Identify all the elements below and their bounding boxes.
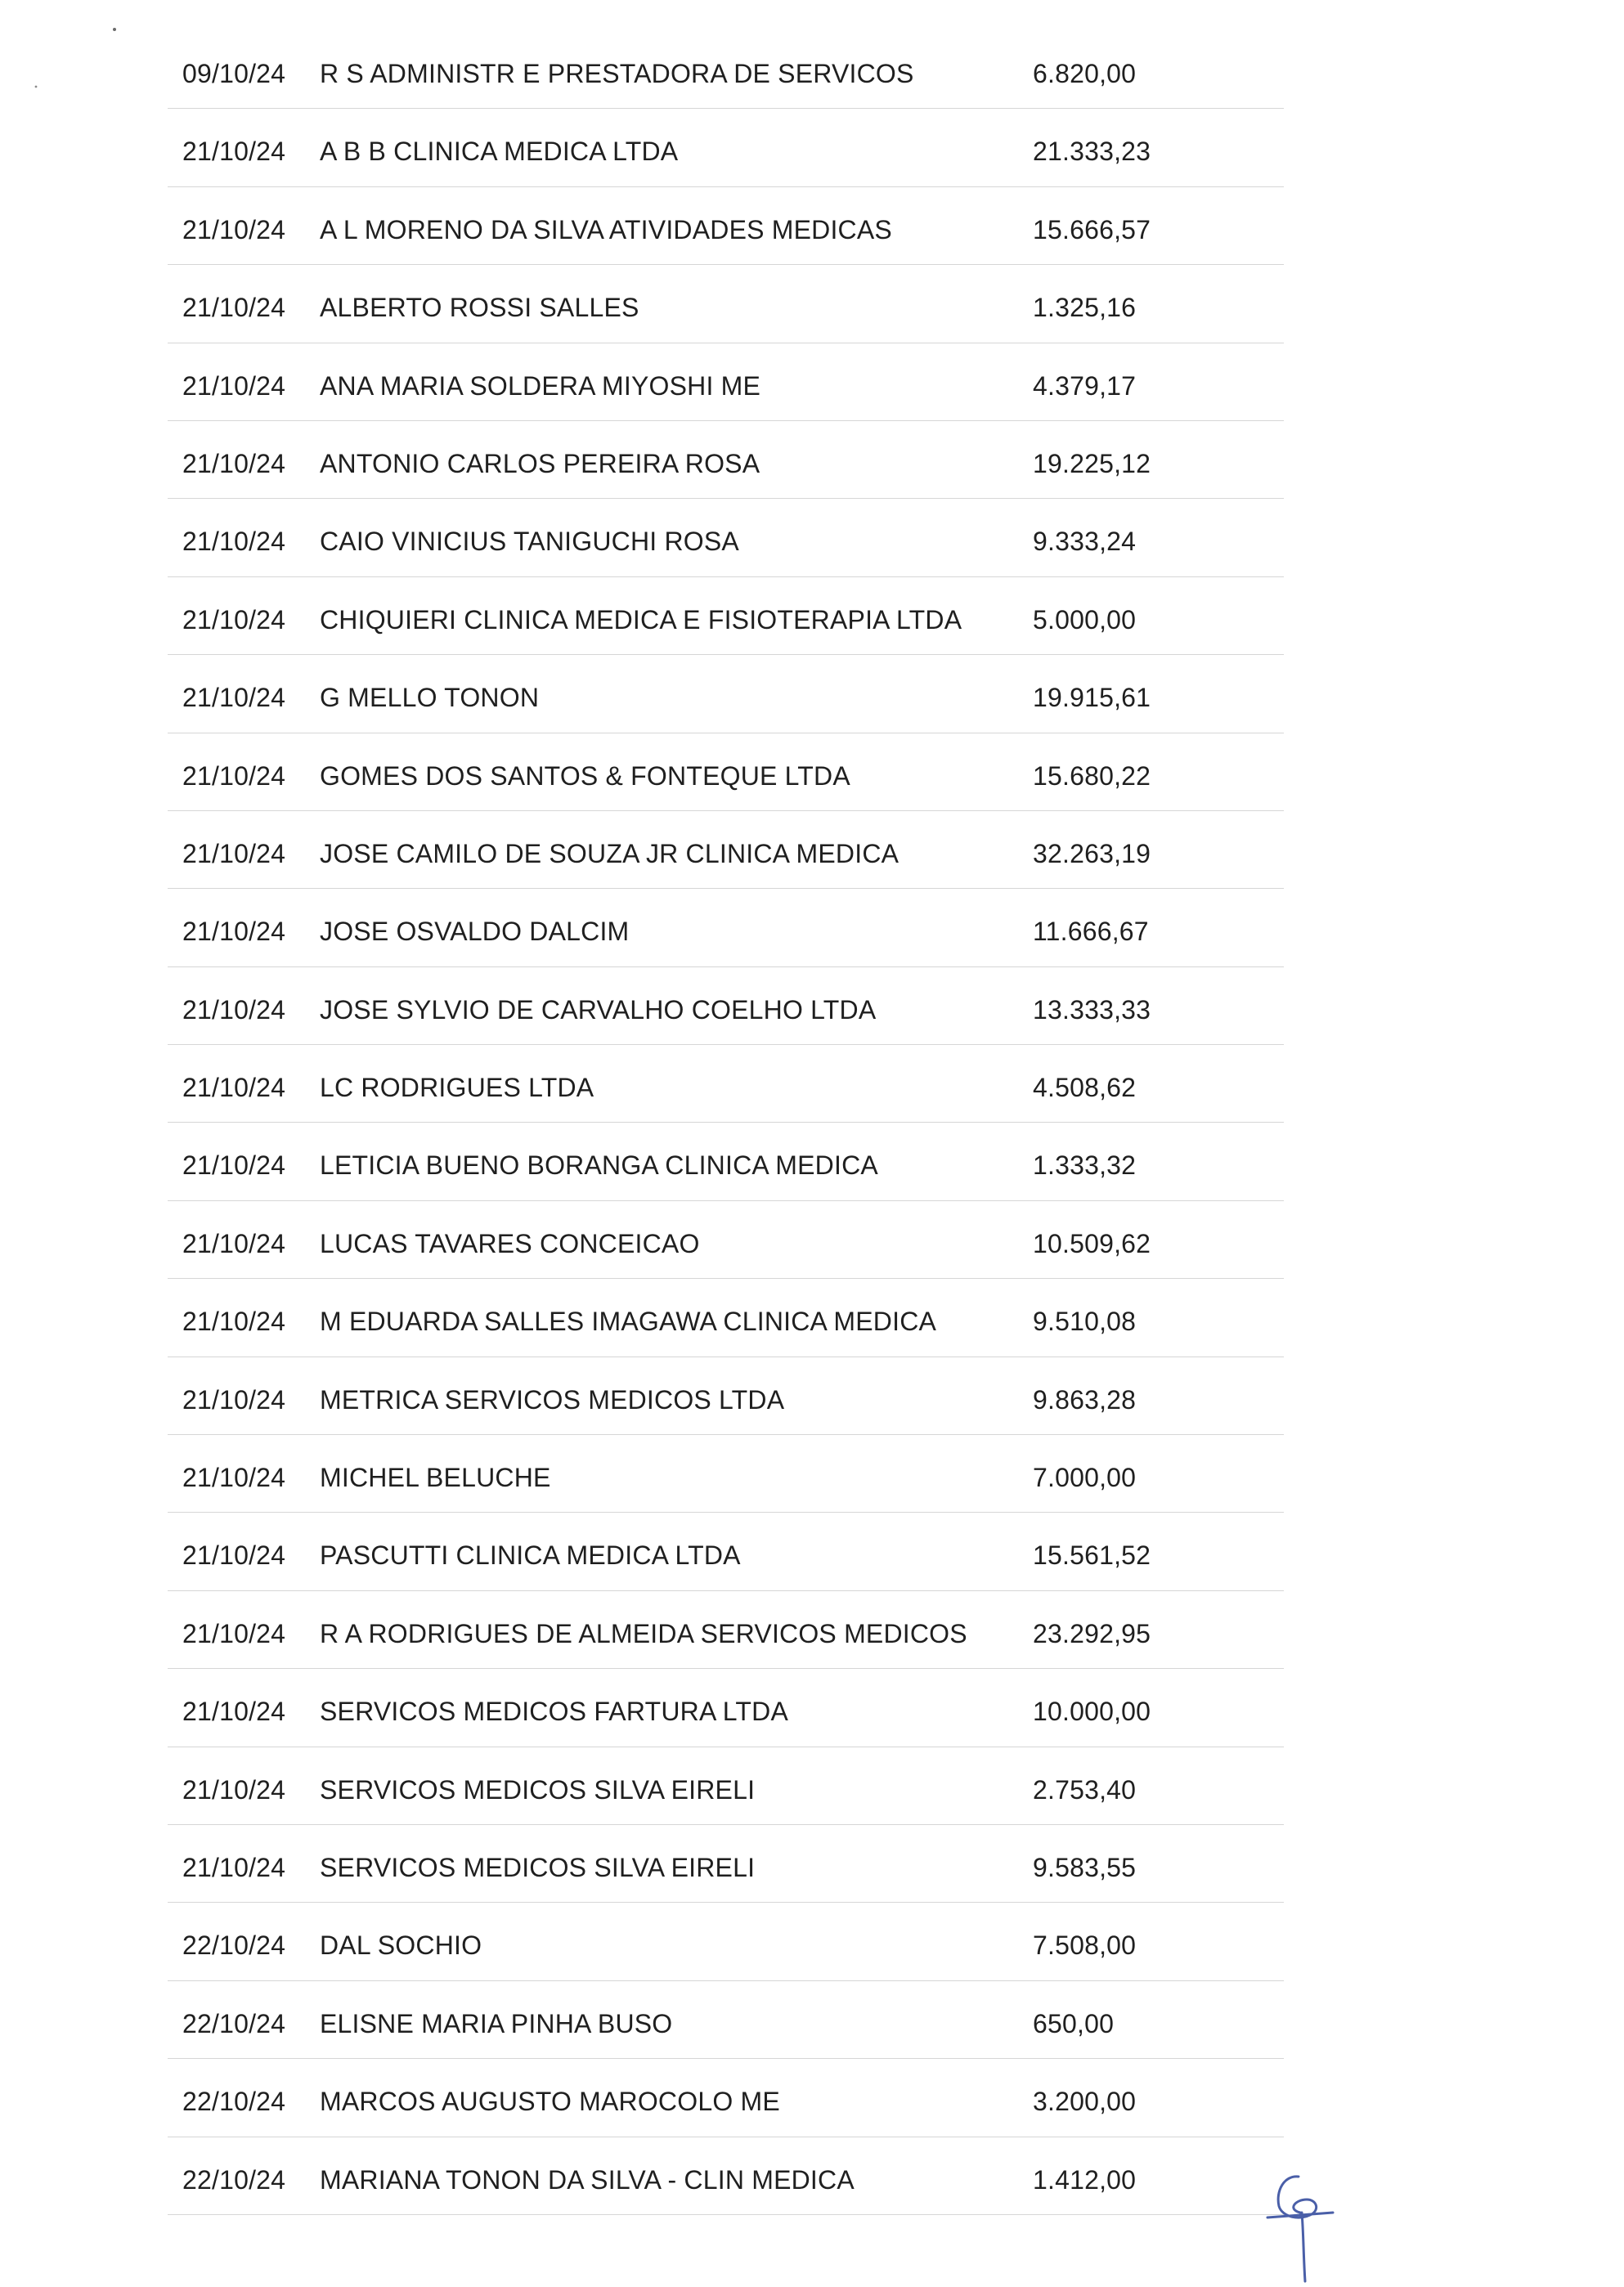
row-amount: 23.292,95 <box>1033 1618 1151 1648</box>
row-date: 21/10/24 <box>182 448 286 478</box>
table-row <box>168 655 1284 733</box>
table-row <box>168 1201 1284 1279</box>
row-amount: 10.000,00 <box>1033 1697 1151 1727</box>
row-payee-name: METRICA SERVICOS MEDICOS LTDA <box>320 1384 785 1415</box>
table-row <box>168 1981 1284 2059</box>
row-payee-name: M EDUARDA SALLES IMAGAWA CLINICA MEDICA <box>320 1307 937 1337</box>
table-row <box>168 265 1284 343</box>
row-payee-name: CAIO VINICIUS TANIGUCHI ROSA <box>320 527 739 557</box>
row-payee-name: A B B CLINICA MEDICA LTDA <box>320 137 679 167</box>
row-payee-name: A L MORENO DA SILVA ATIVIDADES MEDICAS <box>320 214 892 244</box>
row-date: 21/10/24 <box>182 1618 286 1648</box>
row-amount: 9.583,55 <box>1033 1852 1137 1882</box>
row-payee-name: SERVICOS MEDICOS SILVA EIRELI <box>320 1774 756 1805</box>
row-amount: 15.680,22 <box>1033 760 1151 791</box>
row-payee-name: DAL SOCHIO <box>320 1930 482 1961</box>
table-row <box>168 1435 1284 1513</box>
row-date: 22/10/24 <box>182 2164 286 2195</box>
row-payee-name: MARCOS AUGUSTO MAROCOLO ME <box>320 2087 780 2117</box>
row-amount: 1.333,32 <box>1033 1150 1137 1181</box>
row-date: 21/10/24 <box>182 293 286 323</box>
row-date: 21/10/24 <box>182 370 286 401</box>
row-amount: 19.915,61 <box>1033 683 1151 713</box>
row-amount: 32.263,19 <box>1033 838 1151 868</box>
row-amount: 10.509,62 <box>1033 1228 1151 1258</box>
row-amount: 15.666,57 <box>1033 214 1151 244</box>
row-date: 21/10/24 <box>182 214 286 244</box>
row-amount: 19.225,12 <box>1033 448 1151 478</box>
table-row <box>168 1279 1284 1357</box>
row-date: 21/10/24 <box>182 1073 286 1103</box>
row-payee-name: JOSE OSVALDO DALCIM <box>320 917 630 947</box>
row-date: 22/10/24 <box>182 2008 286 2038</box>
table-row <box>168 421 1284 499</box>
row-date: 21/10/24 <box>182 1540 286 1571</box>
table-row <box>168 1669 1284 1747</box>
row-amount: 15.561,52 <box>1033 1540 1151 1571</box>
row-payee-name: SERVICOS MEDICOS SILVA EIRELI <box>320 1852 756 1882</box>
row-amount: 7.508,00 <box>1033 1930 1137 1961</box>
row-amount: 6.820,00 <box>1033 59 1137 88</box>
table-row <box>168 499 1284 576</box>
row-date: 21/10/24 <box>182 994 286 1025</box>
row-date: 21/10/24 <box>182 917 286 947</box>
table-row <box>168 1903 1284 1980</box>
table-row <box>168 2137 1284 2215</box>
row-payee-name: MICHEL BELUCHE <box>320 1463 551 1493</box>
row-amount: 3.200,00 <box>1033 2087 1137 2117</box>
row-date: 21/10/24 <box>182 683 286 713</box>
table-row <box>168 343 1284 421</box>
row-payee-name: JOSE CAMILO DE SOUZA JR CLINICA MEDICA <box>320 838 899 868</box>
row-date: 22/10/24 <box>182 1930 286 1961</box>
row-date: 21/10/24 <box>182 1774 286 1805</box>
table-row <box>168 1747 1284 1825</box>
table-row <box>168 31 1284 109</box>
row-date: 21/10/24 <box>182 1697 286 1727</box>
row-amount: 4.508,62 <box>1033 1073 1137 1103</box>
row-amount: 9.510,08 <box>1033 1307 1137 1337</box>
row-date: 21/10/24 <box>182 838 286 868</box>
row-amount: 1.412,00 <box>1033 2164 1137 2195</box>
table-row <box>168 1513 1284 1590</box>
row-date: 21/10/24 <box>182 1307 286 1337</box>
row-payee-name: ELISNE MARIA PINHA BUSO <box>320 2008 673 2038</box>
row-amount: 4.379,17 <box>1033 370 1137 401</box>
row-date: 21/10/24 <box>182 1852 286 1882</box>
row-payee-name: CHIQUIERI CLINICA MEDICA E FISIOTERAPIA LTDA <box>320 604 962 635</box>
row-payee-name: ANA MARIA SOLDERA MIYOSHI ME <box>320 370 761 401</box>
row-payee-name: JOSE SYLVIO DE CARVALHO COELHO LTDA <box>320 994 877 1025</box>
row-date: 21/10/24 <box>182 604 286 635</box>
table-row <box>168 1591 1284 1669</box>
row-date: 21/10/24 <box>182 1228 286 1258</box>
row-amount: 11.666,67 <box>1033 917 1149 947</box>
row-payee-name: GOMES DOS SANTOS & FONTEQUE LTDA <box>320 760 850 791</box>
row-amount: 21.333,23 <box>1033 137 1151 167</box>
row-date: 21/10/24 <box>182 760 286 791</box>
row-date: 21/10/24 <box>182 527 286 557</box>
row-amount: 2.753,40 <box>1033 1774 1137 1805</box>
row-payee-name: ANTONIO CARLOS PEREIRA ROSA <box>320 448 760 478</box>
row-payee-name: SERVICOS MEDICOS FARTURA LTDA <box>320 1697 789 1727</box>
row-amount: 5.000,00 <box>1033 604 1137 635</box>
row-payee-name: ALBERTO ROSSI SALLES <box>320 293 639 323</box>
row-date: 21/10/24 <box>182 1384 286 1415</box>
row-date: 22/10/24 <box>182 2087 286 2117</box>
table-row <box>168 109 1284 186</box>
row-payee-name: R A RODRIGUES DE ALMEIDA SERVICOS MEDICOS <box>320 1618 967 1648</box>
row-payee-name: LC RODRIGUES LTDA <box>320 1073 594 1103</box>
row-amount: 1.325,16 <box>1033 293 1137 323</box>
row-date: 21/10/24 <box>182 1150 286 1181</box>
table-row <box>168 1123 1284 1200</box>
row-payee-name: G MELLO TONON <box>320 683 540 713</box>
row-payee-name: LETICIA BUENO BORANGA CLINICA MEDICA <box>320 1150 878 1181</box>
table-row <box>168 2059 1284 2137</box>
row-amount: 13.333,33 <box>1033 994 1151 1025</box>
table-row <box>168 1825 1284 1903</box>
table-row <box>168 1357 1284 1435</box>
row-date: 09/10/24 <box>182 59 286 88</box>
handwritten-initial-icon <box>1251 2167 1349 2287</box>
table-row <box>168 577 1284 655</box>
table-row <box>168 811 1284 889</box>
row-payee-name: R S ADMINISTR E PRESTADORA DE SERVICOS <box>320 59 914 88</box>
table-row <box>168 889 1284 966</box>
row-amount: 650,00 <box>1033 2008 1115 2038</box>
table-row <box>168 733 1284 811</box>
scan-specks <box>0 0 164 114</box>
row-date: 21/10/24 <box>182 1463 286 1493</box>
row-payee-name: MARIANA TONON DA SILVA - CLIN MEDICA <box>320 2164 855 2195</box>
row-date: 21/10/24 <box>182 137 286 167</box>
table-row <box>168 967 1284 1045</box>
row-amount: 9.333,24 <box>1033 527 1137 557</box>
table-row <box>168 1045 1284 1123</box>
row-payee-name: PASCUTTI CLINICA MEDICA LTDA <box>320 1540 741 1571</box>
row-amount: 7.000,00 <box>1033 1463 1137 1493</box>
row-amount: 9.863,28 <box>1033 1384 1137 1415</box>
row-payee-name: LUCAS TAVARES CONCEICAO <box>320 1228 700 1258</box>
payment-list <box>168 31 1284 2215</box>
table-row <box>168 187 1284 265</box>
